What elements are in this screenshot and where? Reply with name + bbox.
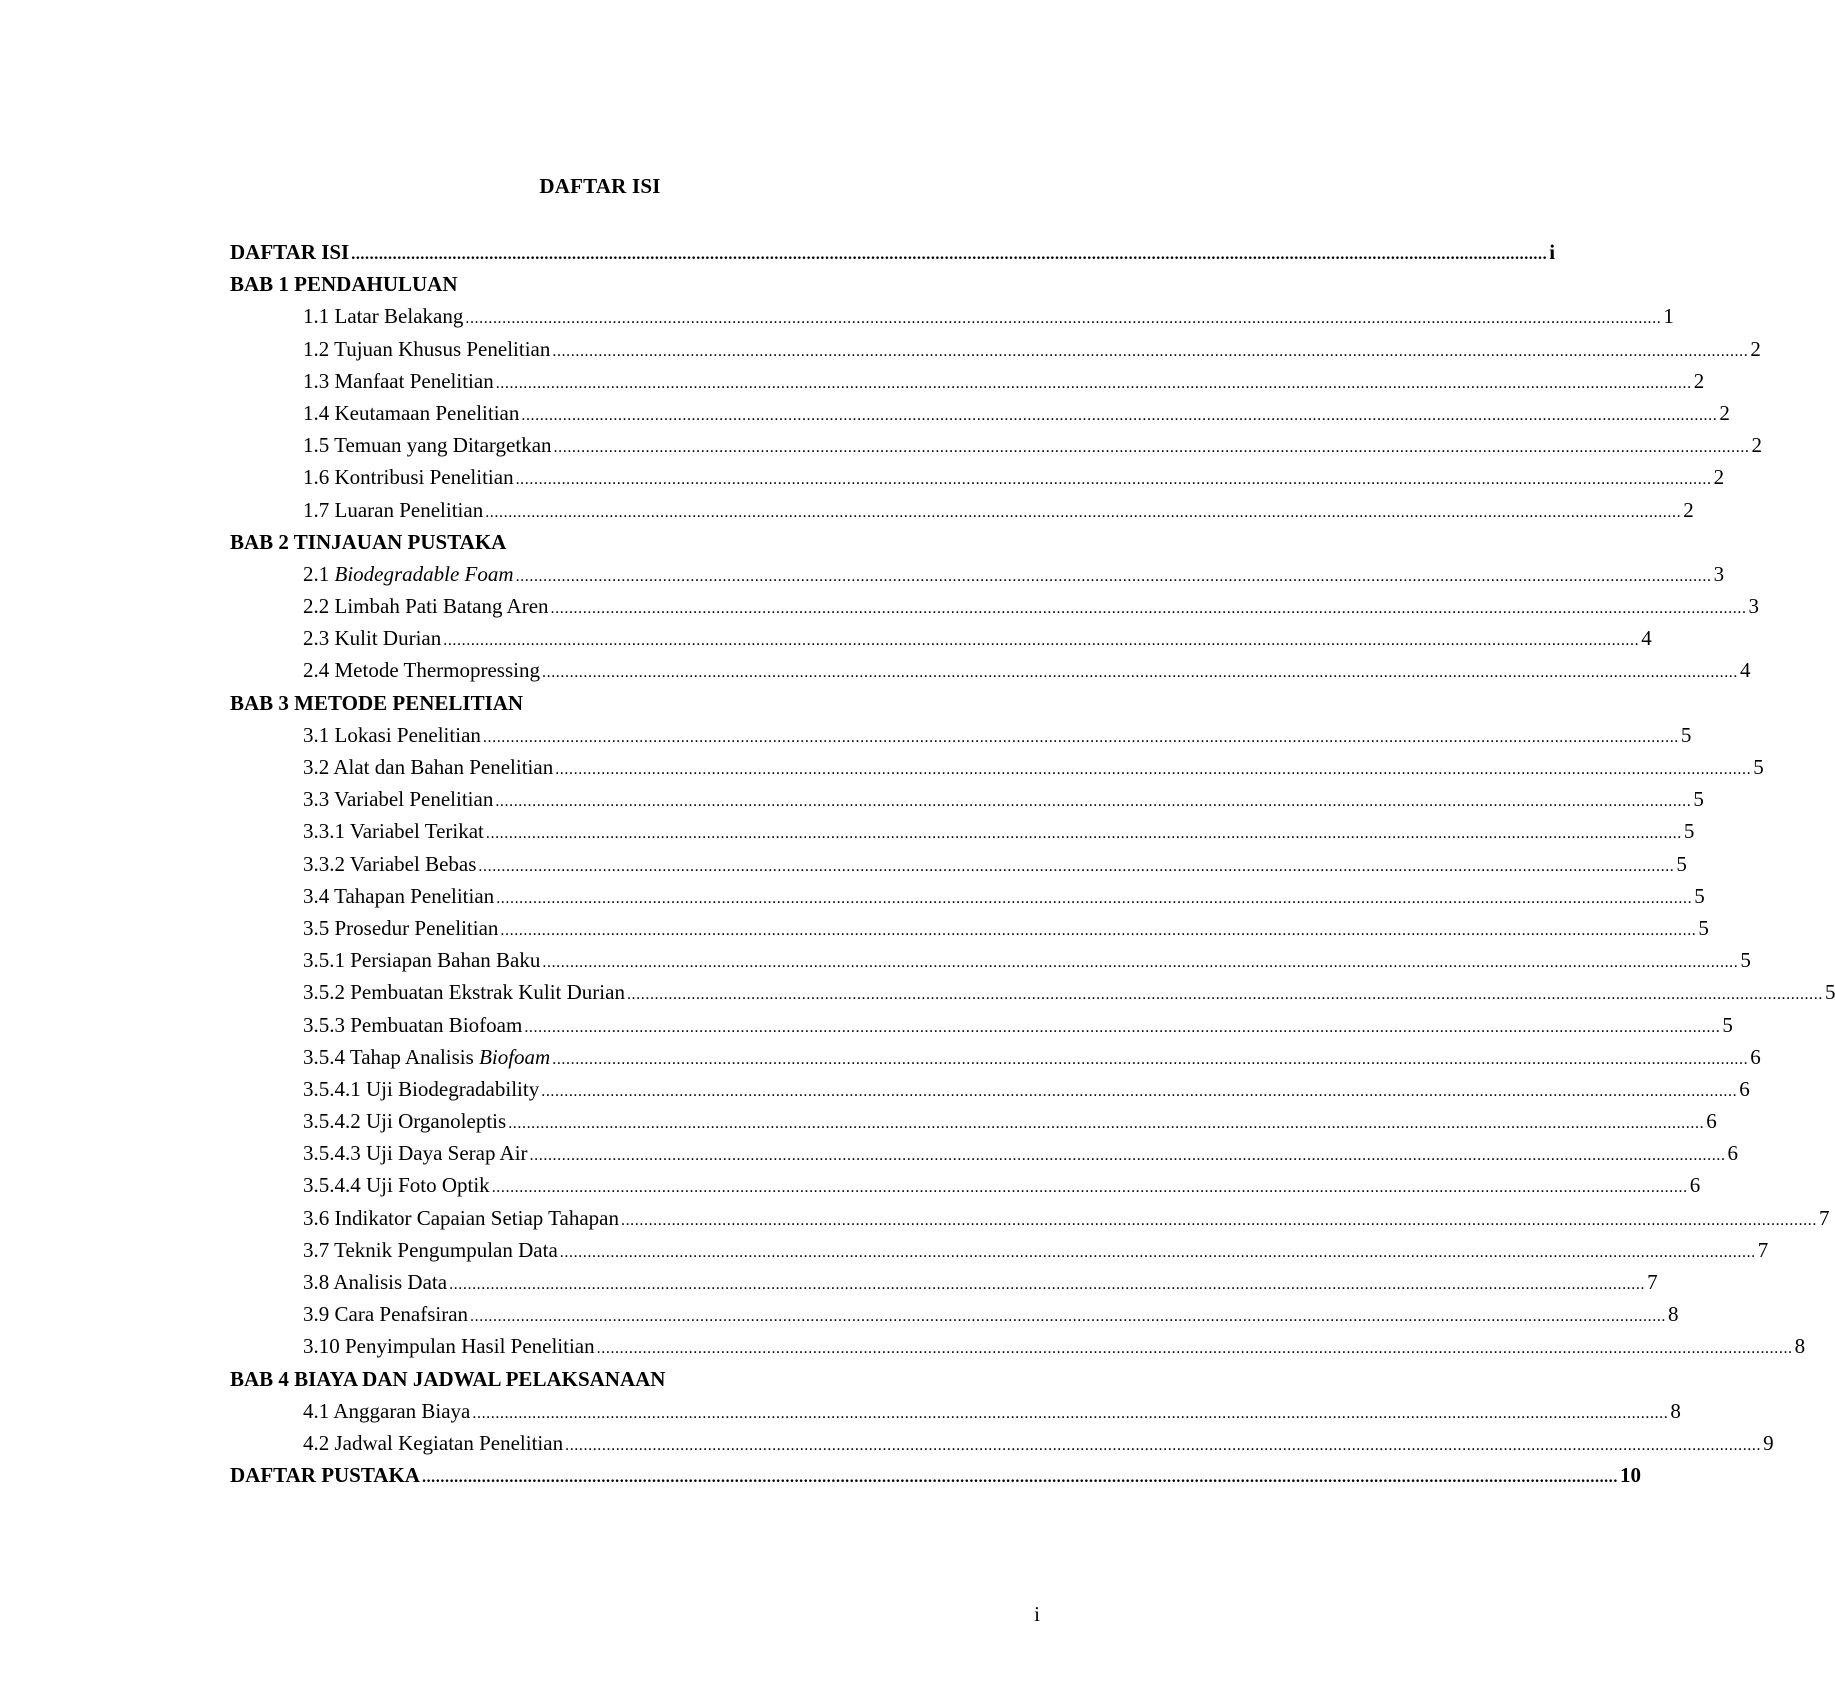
toc-entry bbox=[230, 1169, 1701, 1201]
toc-page-number: 8 bbox=[1668, 1302, 1679, 1327]
dot-leader: .................................................................................................................................................................................................................................................................... bbox=[351, 246, 1548, 263]
toc-entry-label: DAFTAR ISI bbox=[230, 240, 350, 264]
dot-leader: .................................................................................................................................................................................................................................................................... bbox=[552, 342, 1749, 360]
toc-page-number: 4 bbox=[1740, 658, 1751, 683]
toc-entry bbox=[230, 1395, 1681, 1427]
toc-entry-label: BAB 2 TINJAUAN PUSTAKA bbox=[230, 529, 507, 554]
toc-page-number: 6 bbox=[1739, 1076, 1750, 1101]
toc-page-number: 6 bbox=[1750, 1044, 1761, 1069]
toc-page-number: 5 bbox=[1698, 915, 1709, 940]
toc-page-number: i bbox=[1549, 240, 1556, 264]
toc-entry-label: 3.9 Cara Penafsiran bbox=[303, 1302, 469, 1327]
toc-entry bbox=[230, 333, 1761, 365]
toc-entry-label: 3.10 Penyimpulan Hasil Penelitian bbox=[303, 1334, 595, 1359]
toc-page-number: 2 bbox=[1693, 368, 1705, 393]
toc-entry-label: 3.8 Analisis Data bbox=[303, 1270, 448, 1294]
toc-page-number: 7 bbox=[1757, 1237, 1769, 1262]
dot-leader: .................................................................................................................................................................................................................................................................... bbox=[465, 310, 1662, 328]
toc-entry bbox=[230, 1137, 1739, 1169]
toc-entry-label: 3.6 Indikator Capaian Setiap Tahapan bbox=[303, 1205, 619, 1230]
dot-leader: .................................................................................................................................................................................................................................................................... bbox=[555, 761, 1752, 778]
toc-page-number: 5 bbox=[1722, 1012, 1733, 1037]
toc-entry-label: 3.5.4.4 Uji Foto Optik bbox=[303, 1173, 490, 1198]
toc-entry-label: 2.4 Metode Thermopressing bbox=[303, 658, 540, 683]
toc-page-number: 5 bbox=[1753, 755, 1764, 779]
toc-entry bbox=[230, 1202, 1830, 1234]
toc-entry-label-prefix: 3.5.4 Tahap Analisis bbox=[303, 1044, 480, 1069]
toc-page-number: 5 bbox=[1694, 883, 1705, 908]
toc-page-number: 5 bbox=[1740, 948, 1751, 973]
toc-entry-label: 1.7 Luaran Penelitian bbox=[303, 497, 484, 522]
toc-entry-label: 3.5.4.3 Uji Daya Serap Air bbox=[303, 1141, 528, 1166]
toc-heading bbox=[230, 687, 1030, 719]
toc-page-number: 7 bbox=[1647, 1270, 1658, 1294]
toc-page-number: 2 bbox=[1750, 336, 1761, 361]
dot-leader: .................................................................................................................................................................................................................................................................... bbox=[515, 471, 1712, 489]
dot-leader: .................................................................................................................................................................................................................................................................... bbox=[449, 1276, 1646, 1293]
dot-leader: .................................................................................................................................................................................................................................................................... bbox=[443, 632, 1640, 650]
dot-leader: .................................................................................................................................................................................................................................................................... bbox=[485, 825, 1682, 843]
toc-entry-label: 3.3.2 Variabel Bebas bbox=[303, 851, 477, 876]
toc-entry-label: 3.5.2 Pembuatan Ekstrak Kulit Durian bbox=[303, 980, 625, 1005]
toc-page-number: 8 bbox=[1794, 1334, 1806, 1359]
toc-entry bbox=[230, 1234, 1769, 1266]
toc-entry-label: BAB 4 BIAYA DAN JADWAL PELAKSANAAN bbox=[230, 1366, 666, 1391]
dot-leader: .................................................................................................................................................................................................................................................................... bbox=[559, 1243, 1756, 1261]
toc-entry bbox=[230, 365, 1705, 397]
dot-leader: .................................................................................................................................................................................................................................................................... bbox=[482, 728, 1679, 746]
dot-leader: .................................................................................................................................................................................................................................................................... bbox=[508, 1115, 1705, 1133]
page-title: DAFTAR ISI bbox=[539, 174, 661, 198]
toc-page-number: 2 bbox=[1713, 465, 1725, 490]
toc-entry bbox=[230, 429, 1763, 461]
dot-leader: .................................................................................................................................................................................................................................................................... bbox=[500, 921, 1697, 939]
toc-entry-label: 3.5.3 Pembuatan Biofoam bbox=[303, 1012, 523, 1037]
dot-leader: .................................................................................................................................................................................................................................................................... bbox=[626, 986, 1823, 1004]
toc-entry bbox=[230, 719, 1692, 751]
dot-leader: .................................................................................................................................................................................................................................................................... bbox=[542, 954, 1739, 972]
dot-leader: .................................................................................................................................................................................................................................................................... bbox=[553, 439, 1750, 457]
toc-page-number: 1 bbox=[1663, 304, 1674, 329]
toc-entry bbox=[230, 880, 1705, 912]
toc-entry bbox=[230, 944, 1751, 976]
toc-entry-label: 1.5 Temuan yang Ditargetkan bbox=[303, 433, 552, 458]
toc-entry bbox=[230, 815, 1695, 847]
dot-leader: .................................................................................................................................................................................................................................................................... bbox=[421, 1469, 1618, 1487]
toc-entry-label-italic: Biofoam bbox=[479, 1044, 551, 1069]
toc-entry bbox=[230, 1427, 1774, 1459]
toc-page-number: 5 bbox=[1676, 851, 1687, 876]
toc-entry-label: 3.3.1 Variabel Terikat bbox=[303, 819, 484, 844]
dot-leader: .................................................................................................................................................................................................................................................................... bbox=[596, 1340, 1793, 1358]
toc-heading bbox=[230, 1459, 1641, 1491]
toc-entry-label: 3.5.4.1 Uji Biodegradability bbox=[303, 1076, 540, 1101]
toc-entry-label: 1.1 Latar Belakang bbox=[303, 304, 464, 329]
dot-leader: .................................................................................................................................................................................................................................................................... bbox=[550, 600, 1747, 618]
toc-entry bbox=[230, 300, 1674, 332]
dot-leader: .................................................................................................................................................................................................................................................................... bbox=[495, 793, 1692, 811]
page-number: i bbox=[1034, 1602, 1040, 1626]
toc-entry-label: 3.5.4.2 Uji Organoleptis bbox=[303, 1109, 507, 1134]
toc-entry bbox=[230, 622, 1652, 654]
toc-entry-label: 3.2 Alat dan Bahan Penelitian bbox=[303, 755, 554, 779]
toc-page-number: 2 bbox=[1683, 497, 1694, 522]
toc-entry bbox=[230, 558, 1725, 590]
toc-entry-label: 3.5 Prosedur Penelitian bbox=[303, 915, 499, 940]
toc-entry bbox=[230, 751, 1764, 783]
dot-leader: .................................................................................................................................................................................................................................................................... bbox=[529, 1147, 1726, 1165]
toc-page-number: 4 bbox=[1641, 626, 1652, 651]
toc-entry bbox=[230, 1041, 1761, 1073]
toc-entry bbox=[230, 976, 1835, 1008]
toc-page-number: 6 bbox=[1727, 1141, 1739, 1166]
dot-leader: .................................................................................................................................................................................................................................................................... bbox=[565, 1436, 1762, 1454]
toc-entry-label: 4.2 Jadwal Kegiatan Penelitian bbox=[303, 1430, 564, 1455]
dot-leader: .................................................................................................................................................................................................................................................................... bbox=[478, 857, 1675, 875]
toc-entry-label: BAB 1 PENDAHULUAN bbox=[230, 272, 458, 297]
toc-entry bbox=[230, 912, 1709, 944]
toc-entry-label: 4.1 Anggaran Biaya bbox=[303, 1398, 471, 1423]
toc-entry-label: 3.7 Teknik Pengumpulan Data bbox=[303, 1237, 558, 1262]
toc-entry-label: 3.4 Tahapan Penelitian bbox=[303, 883, 495, 908]
toc-page-number: 6 bbox=[1689, 1173, 1701, 1198]
dot-leader: .................................................................................................................................................................................................................................................................... bbox=[524, 1018, 1721, 1036]
toc-entry-label: 2.3 Kulit Durian bbox=[303, 626, 442, 651]
toc-page-number: 7 bbox=[1818, 1205, 1830, 1230]
toc-entry bbox=[230, 1330, 1806, 1362]
toc-entry-label bbox=[230, 1041, 550, 1073]
toc-heading bbox=[230, 526, 1030, 558]
toc-entry-label-italic: Biodegradable Foam bbox=[334, 561, 514, 586]
dot-leader: .................................................................................................................................................................................................................................................................... bbox=[491, 1179, 1688, 1197]
toc-entry-label: 3.3 Variabel Penelitian bbox=[303, 787, 494, 812]
dot-leader: .................................................................................................................................................................................................................................................................... bbox=[620, 1211, 1817, 1229]
dot-leader: .................................................................................................................................................................................................................................................................... bbox=[495, 374, 1692, 392]
toc-page-number: 9 bbox=[1763, 1430, 1774, 1455]
toc-entry-label: 1.2 Tujuan Khusus Penelitian bbox=[303, 336, 551, 361]
toc-entry-label: 3.1 Lokasi Penelitian bbox=[303, 722, 481, 747]
toc-page-number: 10 bbox=[1619, 1463, 1641, 1488]
dot-leader: .................................................................................................................................................................................................................................................................... bbox=[472, 1404, 1669, 1422]
dot-leader: .................................................................................................................................................................................................................................................................... bbox=[552, 1050, 1749, 1068]
toc-entry-label: DAFTAR PUSTAKA bbox=[230, 1463, 420, 1488]
toc-entry-label-prefix: 2.1 bbox=[303, 561, 335, 586]
toc-page-number: 6 bbox=[1706, 1109, 1717, 1134]
dot-leader: .................................................................................................................................................................................................................................................................... bbox=[496, 889, 1693, 907]
toc-page-number: 5 bbox=[1824, 980, 1835, 1005]
toc-page-number: 5 bbox=[1683, 819, 1695, 844]
toc-entry bbox=[230, 1266, 1658, 1298]
toc-heading bbox=[230, 268, 1030, 300]
dot-leader: .................................................................................................................................................................................................................................................................... bbox=[515, 567, 1712, 585]
toc-entry bbox=[230, 1298, 1679, 1330]
toc-entry-label: 1.6 Kontribusi Penelitian bbox=[303, 465, 514, 490]
toc-page-number: 2 bbox=[1751, 433, 1763, 458]
dot-leader: .................................................................................................................................................................................................................................................................... bbox=[541, 1082, 1738, 1100]
toc-page-number: 8 bbox=[1670, 1398, 1681, 1423]
toc-entry bbox=[230, 848, 1687, 880]
toc-entry-label: 1.3 Manfaat Penelitian bbox=[303, 368, 494, 393]
toc-heading bbox=[230, 236, 1556, 268]
dot-leader: .................................................................................................................................................................................................................................................................... bbox=[542, 664, 1738, 682]
toc-page-number: 3 bbox=[1748, 594, 1760, 619]
toc-entry bbox=[230, 654, 1751, 686]
dot-leader: .................................................................................................................................................................................................................................................................... bbox=[521, 406, 1718, 424]
toc-heading bbox=[230, 1363, 1030, 1395]
toc-entry bbox=[230, 494, 1694, 526]
toc-page-number: 5 bbox=[1680, 722, 1692, 747]
toc-entry bbox=[230, 397, 1730, 429]
toc-entry bbox=[230, 461, 1725, 493]
toc-entry-label: 2.2 Limbah Pati Batang Aren bbox=[303, 594, 549, 619]
toc-entry bbox=[230, 590, 1760, 622]
toc-entry bbox=[230, 1073, 1750, 1105]
toc-entry-label: BAB 3 METODE PENELITIAN bbox=[230, 690, 524, 715]
toc-page-number: 5 bbox=[1693, 787, 1704, 812]
toc-entry bbox=[230, 1105, 1717, 1137]
table-of-contents bbox=[230, 236, 1835, 1491]
toc-page-number: 3 bbox=[1713, 561, 1725, 586]
toc-entry-label bbox=[230, 558, 514, 590]
toc-entry bbox=[230, 1009, 1733, 1041]
dot-leader: .................................................................................................................................................................................................................................................................... bbox=[485, 503, 1682, 521]
toc-entry bbox=[230, 783, 1704, 815]
toc-entry-label: 1.4 Keutamaan Penelitian bbox=[303, 400, 520, 425]
dot-leader: .................................................................................................................................................................................................................................................................... bbox=[470, 1308, 1667, 1326]
toc-entry-label: 3.5.1 Persiapan Bahan Baku bbox=[303, 948, 541, 973]
toc-page-number: 2 bbox=[1719, 400, 1730, 425]
